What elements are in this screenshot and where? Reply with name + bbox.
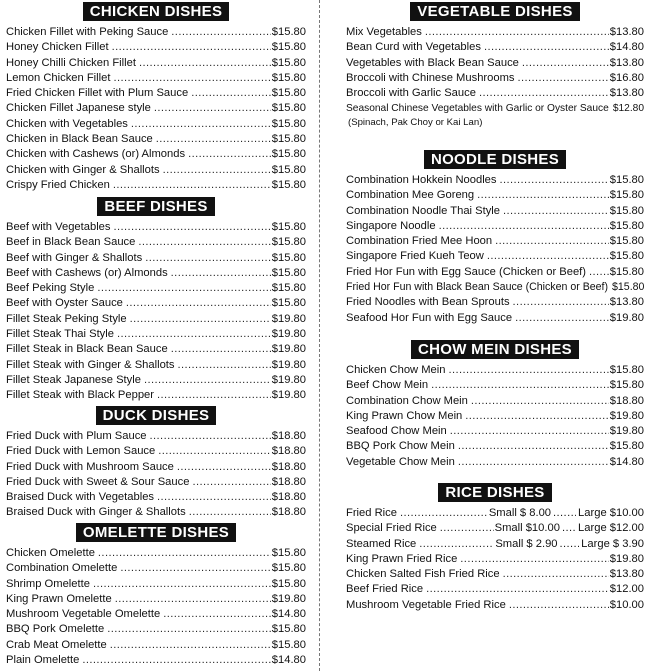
item-name: Seasonal Chinese Vegetables with Garlic or Oyster Sauce	[346, 103, 609, 115]
item-price: $19.80	[609, 552, 644, 565]
dot-leader	[97, 281, 270, 296]
dot-leader	[460, 552, 608, 567]
item-name: King Prawn Chow Mein	[346, 409, 463, 422]
item-name: Fried Duck with Plum Sauce	[6, 430, 147, 442]
vegetable-note: (Spinach, Pak Choy or Kai Lan)	[348, 116, 483, 128]
menu-item	[6, 163, 306, 178]
menu-item	[6, 607, 306, 622]
dot-leader	[426, 582, 609, 597]
menu-item	[346, 219, 644, 234]
duck-heading: DUCK DISHES	[96, 406, 217, 425]
menu-item	[6, 638, 306, 653]
item-price: $15.80	[271, 577, 306, 590]
item-price: $15.80	[609, 219, 644, 232]
item-name: Fillet Steak Peking Style	[6, 312, 127, 325]
menu-item	[6, 251, 306, 266]
item-name: Broccoli with Garlic Sauce	[346, 87, 476, 100]
dot-leader	[518, 71, 609, 86]
item-name: Seafood Hor Fun with Egg Sauce	[346, 311, 513, 324]
item-name: Shrimp Omelette	[6, 577, 90, 590]
item-name: Fried Rice	[346, 507, 397, 519]
item-name: Chicken Chow Mein	[346, 364, 446, 376]
item-name: Fillet Steak with Ginger & Shallots	[6, 358, 175, 371]
item-name: Combination Mee Goreng	[346, 189, 475, 202]
dot-leader	[157, 388, 271, 403]
dot-leader	[114, 220, 271, 235]
menu-item	[6, 312, 306, 327]
item-price: $10.00	[609, 598, 644, 611]
item-price: $15.80	[609, 364, 644, 376]
menu-item	[6, 296, 306, 311]
dot-leader	[139, 56, 271, 71]
dot-leader	[440, 521, 494, 536]
menu-item	[6, 132, 306, 147]
dot-leader	[192, 475, 270, 490]
item-price: $15.80	[609, 250, 644, 263]
rice-sized-list	[346, 506, 644, 552]
small-price: Small $10.00	[494, 522, 560, 535]
dot-leader	[131, 117, 271, 132]
chicken-heading: CHICKEN DISHES	[83, 2, 230, 21]
menu-item	[6, 117, 306, 132]
dot-leader	[120, 561, 270, 576]
dot-leader	[503, 204, 609, 219]
menu-item	[6, 460, 306, 475]
small-price: Small $ 8.00	[488, 507, 552, 519]
dot-leader	[450, 424, 609, 439]
dot-leader	[126, 296, 271, 311]
item-name: Braised Duck with Ginger & Shallots	[6, 506, 186, 519]
item-name: Combination Hokkein Noodles	[346, 174, 497, 186]
item-name: Beef with Cashews (or) Almonds	[6, 266, 168, 279]
item-price: $15.80	[609, 174, 644, 186]
item-name: Combination Omelette	[6, 562, 118, 575]
item-name: Fried Duck with Lemon Sauce	[6, 445, 156, 458]
menu-item	[346, 40, 644, 55]
item-name: Chicken Omelette	[6, 547, 95, 559]
item-name: Fried Duck with Mushroom Sauce	[6, 460, 174, 473]
menu-item	[6, 327, 306, 342]
dot-leader	[157, 490, 271, 505]
dot-leader	[431, 378, 609, 393]
large-price: Large $12.00	[578, 522, 644, 535]
dot-leader	[112, 40, 271, 55]
item-price: $19.80	[609, 311, 644, 324]
item-price: $19.80	[271, 312, 306, 325]
menu-item	[346, 173, 644, 188]
item-name: Singapore Fried Kueh Teow	[346, 250, 484, 263]
beef-section	[6, 197, 306, 404]
beef-heading: BEEF DISHES	[97, 197, 214, 216]
item-name: Fried Duck with Sweet & Sour Sauce	[6, 475, 190, 488]
rice-size-item	[346, 521, 644, 536]
menu-item	[6, 373, 306, 388]
menu-item	[6, 281, 306, 296]
dot-leader	[589, 265, 609, 280]
item-name: Fillet Steak with Black Pepper	[6, 389, 154, 402]
dot-leader	[110, 638, 271, 653]
menu-item	[6, 101, 306, 116]
dot-leader	[115, 592, 271, 607]
rice-heading: RICE DISHES	[438, 483, 551, 502]
menu-item	[346, 249, 644, 264]
item-name: Chicken with Cashews (or) Almonds	[6, 148, 186, 161]
menu-item	[346, 280, 644, 295]
item-price: $15.80	[271, 562, 306, 575]
menu-item	[346, 582, 644, 597]
dot-leader	[163, 163, 271, 178]
item-price: $19.80	[609, 409, 644, 422]
item-name: Combination Chow Mein	[346, 394, 468, 407]
menu-item	[346, 552, 644, 567]
dot-leader	[495, 234, 609, 249]
item-price: $13.80	[609, 87, 644, 100]
item-price: $18.80	[271, 460, 306, 473]
item-price: $13.80	[609, 568, 644, 581]
dot-leader	[562, 521, 576, 536]
item-name: Steamed Rice	[346, 537, 417, 550]
dot-leader	[93, 577, 271, 592]
duck-list	[6, 429, 306, 521]
menu-item	[6, 86, 306, 101]
menu-item	[346, 409, 644, 424]
omelette-heading: OMELETTE DISHES	[76, 523, 236, 542]
menu-item	[346, 265, 644, 280]
dot-leader	[487, 249, 609, 264]
item-price: $19.80	[271, 328, 306, 341]
item-name: Beef in Black Bean Sauce	[6, 236, 136, 249]
item-name: Mushroom Vegetable Omelette	[6, 608, 161, 621]
item-price: $15.80	[609, 204, 644, 217]
item-name: Fried Hor Fun with Black Bean Sauce (Chicken or Beef)	[346, 281, 609, 294]
dot-leader	[117, 327, 271, 342]
menu-item	[346, 311, 644, 326]
dot-leader	[439, 219, 609, 234]
item-price: $13.80	[609, 296, 644, 309]
item-name: Chicken Fillet Japanese style	[6, 102, 151, 115]
menu-item	[346, 188, 644, 203]
dot-leader	[503, 567, 609, 582]
item-name: Chicken Salted Fish Fried Rice	[346, 568, 500, 581]
dot-leader	[484, 40, 609, 55]
omelette-section	[6, 523, 306, 668]
item-name: Fried Noodles with Bean Sprouts	[346, 296, 510, 309]
item-name: Beef with Vegetables	[6, 221, 111, 233]
menu-item	[346, 394, 644, 409]
item-price: $15.80	[271, 178, 306, 191]
dot-leader	[154, 101, 271, 116]
menu-item	[6, 653, 306, 668]
dot-leader	[522, 56, 609, 71]
menu-item	[6, 358, 306, 373]
item-price: $18.80	[609, 394, 644, 407]
dot-leader	[500, 173, 609, 188]
item-price: $15.80	[271, 87, 306, 100]
item-price: $16.80	[609, 71, 644, 84]
dot-leader	[471, 394, 609, 409]
dot-leader	[400, 506, 488, 521]
column-divider	[319, 0, 320, 671]
item-price: $15.80	[271, 266, 306, 279]
item-name: Mushroom Vegetable Fried Rice	[346, 598, 506, 611]
item-price: $15.80	[271, 251, 306, 264]
item-price: $14.80	[271, 654, 306, 667]
item-name: Mix Vegetables	[346, 26, 422, 38]
dot-leader	[177, 460, 271, 475]
item-name: Fillet Steak Thai Style	[6, 328, 114, 341]
beef-list	[6, 220, 306, 404]
dot-leader	[458, 439, 609, 454]
menu-item	[6, 505, 306, 520]
dot-leader	[189, 505, 271, 520]
item-price: $15.80	[609, 265, 644, 278]
dot-leader	[98, 546, 271, 561]
menu-item	[346, 86, 644, 101]
dot-leader	[171, 342, 271, 357]
large-price: Large $ 3.90	[581, 537, 644, 550]
dot-leader	[477, 188, 609, 203]
menu-item	[6, 429, 306, 444]
menu-item	[6, 71, 306, 86]
vegetable-section	[346, 2, 644, 129]
dot-leader	[156, 132, 271, 147]
item-name: Crispy Fried Chicken	[6, 178, 110, 191]
item-price: $18.80	[271, 506, 306, 519]
item-price: $15.80	[271, 117, 306, 130]
menu-item	[346, 101, 644, 116]
item-name: Fried Hor Fun with Egg Sauce (Chicken or Beef)	[346, 265, 587, 278]
item-name: Beef with Oyster Sauce	[6, 297, 123, 310]
item-name: Special Fried Rice	[346, 522, 437, 535]
dot-leader	[509, 598, 609, 613]
dot-leader	[82, 653, 270, 668]
item-name: King Prawn Omelette	[6, 592, 112, 605]
dot-leader	[145, 251, 271, 266]
item-name: Beef Peking Style	[6, 282, 95, 295]
dot-leader	[113, 71, 270, 86]
item-name: Chicken in Black Bean Sauce	[6, 133, 153, 146]
item-name: Honey Chilli Chicken Fillet	[6, 56, 136, 69]
dot-leader	[449, 363, 609, 378]
rice-list	[346, 552, 644, 613]
noodle-list	[346, 173, 644, 326]
item-price: $13.80	[609, 26, 644, 38]
menu-item	[346, 295, 644, 310]
menu-item	[346, 378, 644, 393]
item-price: $15.80	[271, 163, 306, 176]
large-price: Large $10.00	[578, 507, 644, 519]
rice-section	[346, 483, 644, 613]
item-name: Honey Chicken Fillet	[6, 41, 109, 54]
item-name: Beef with Ginger & Shallots	[6, 251, 143, 264]
noodle-section	[346, 150, 644, 326]
item-name: Chicken with Ginger & Shallots	[6, 163, 160, 176]
item-name: Fillet Steak Japanese Style	[6, 373, 141, 386]
menu-item	[346, 424, 644, 439]
rice-size-item	[346, 506, 644, 521]
dot-leader	[178, 358, 271, 373]
item-name: Vegetable Chow Mein	[346, 455, 455, 468]
item-price: $13.80	[609, 56, 644, 69]
item-name: Beef Chow Mein	[346, 379, 429, 392]
menu-item	[6, 342, 306, 357]
item-price: $15.80	[271, 623, 306, 636]
dot-leader	[458, 455, 609, 470]
small-price: Small $ 2.90	[495, 537, 558, 550]
item-price: $18.80	[271, 445, 306, 458]
menu-item	[6, 475, 306, 490]
item-price: $12.00	[609, 583, 644, 596]
item-price: $15.80	[271, 26, 306, 38]
menu-item	[6, 444, 306, 459]
menu-item	[346, 234, 644, 249]
item-price: $19.80	[271, 358, 306, 371]
duck-section	[6, 406, 306, 521]
item-name: Bean Curd with Vegetables	[346, 41, 481, 54]
item-price: $19.80	[271, 592, 306, 605]
dot-leader	[419, 537, 494, 552]
item-price: $19.80	[609, 425, 644, 438]
dot-leader	[171, 266, 271, 281]
menu-item	[6, 546, 306, 561]
item-name: Broccoli with Chinese Mushrooms	[346, 71, 515, 84]
item-price: $15.80	[609, 379, 644, 392]
dot-leader	[171, 25, 270, 40]
item-name: Seafood Chow Mein	[346, 425, 447, 438]
dot-leader	[191, 86, 271, 101]
menu-item	[6, 592, 306, 607]
chowmein-list	[346, 363, 644, 470]
menu-item	[346, 567, 644, 582]
dot-leader	[163, 607, 271, 622]
menu-item	[6, 388, 306, 403]
item-name: Braised Duck with Vegetables	[6, 491, 155, 504]
dot-leader	[107, 622, 271, 637]
item-price: $19.80	[271, 389, 306, 402]
item-price: $15.80	[271, 133, 306, 146]
item-price: $15.80	[271, 221, 306, 233]
item-price: $15.80	[609, 189, 644, 202]
menu-item	[346, 598, 644, 613]
item-name: Lemon Chicken Fillet	[6, 71, 111, 84]
item-price: $15.80	[271, 102, 306, 115]
dot-leader	[144, 373, 271, 388]
item-price: $12.80	[612, 103, 644, 115]
item-name: Combination Noodle Thai Style	[346, 204, 501, 217]
item-name: Beef Fried Rice	[346, 583, 424, 596]
item-name: Plain Omelette	[6, 654, 80, 667]
menu-item	[346, 439, 644, 454]
chowmein-section	[346, 340, 644, 470]
item-price: $15.80	[271, 638, 306, 651]
item-price: $18.80	[271, 475, 306, 488]
menu-item	[6, 178, 306, 193]
item-name: Chicken with Vegetables	[6, 117, 128, 130]
item-name: Fried Chicken Fillet with Plum Sauce	[6, 87, 189, 100]
dot-leader	[188, 147, 271, 162]
dot-leader	[513, 295, 609, 310]
menu-item	[346, 71, 644, 86]
item-name: Vegetables with Black Bean Sauce	[346, 56, 519, 69]
menu-item	[346, 56, 644, 71]
item-name: Combination Fried Mee Hoon	[346, 235, 493, 248]
menu-item	[346, 204, 644, 219]
item-name: BBQ Pork Omelette	[6, 623, 105, 636]
item-price: $15.80	[271, 41, 306, 54]
menu-item	[346, 363, 644, 378]
dot-leader	[560, 537, 580, 552]
menu-item	[6, 147, 306, 162]
dot-leader	[553, 506, 576, 521]
item-name: Singapore Noodle	[346, 219, 436, 232]
menu-item	[6, 25, 306, 40]
dot-leader	[425, 25, 609, 40]
item-price: $19.80	[271, 343, 306, 356]
rice-size-item	[346, 537, 644, 552]
item-price: $18.80	[271, 430, 306, 442]
menu-item	[6, 622, 306, 637]
item-name: Chicken Fillet with Peking Sauce	[6, 26, 169, 38]
item-price: $15.80	[271, 547, 306, 559]
dot-leader	[479, 86, 609, 101]
item-price: $15.80	[609, 440, 644, 453]
item-price: $15.80	[271, 282, 306, 295]
dot-leader	[515, 311, 609, 326]
menu-item	[6, 561, 306, 576]
menu-item	[6, 40, 306, 55]
item-price: $15.80	[609, 235, 644, 248]
dot-leader	[158, 444, 271, 459]
chowmein-heading: CHOW MEIN DISHES	[411, 340, 579, 359]
item-price: $18.80	[271, 491, 306, 504]
item-name: Crab Meat Omelette	[6, 638, 107, 651]
menu-item	[6, 56, 306, 71]
item-price: $15.80	[271, 56, 306, 69]
dot-leader	[138, 235, 270, 250]
omelette-list	[6, 546, 306, 668]
menu-item	[6, 235, 306, 250]
menu-item	[6, 220, 306, 235]
item-name: Fillet Steak in Black Bean Sauce	[6, 343, 168, 356]
vegetable-list	[346, 25, 644, 117]
item-price: $15.80	[271, 236, 306, 249]
dot-leader	[465, 409, 609, 424]
item-name: King Prawn Fried Rice	[346, 552, 458, 565]
dot-leader	[113, 178, 271, 193]
item-price: $19.80	[271, 373, 306, 386]
item-price: $15.80	[271, 148, 306, 161]
item-price: $14.80	[609, 41, 644, 54]
vegetable-heading: VEGETABLE DISHES	[410, 2, 579, 21]
chicken-list	[6, 25, 306, 193]
item-price: $14.80	[271, 608, 306, 621]
noodle-heading: NOODLE DISHES	[424, 150, 566, 169]
menu-item	[346, 455, 644, 470]
menu-item	[6, 490, 306, 505]
item-price: $15.80	[612, 281, 645, 294]
menu-item	[346, 25, 644, 40]
dot-leader	[130, 312, 271, 327]
item-price: $14.80	[609, 455, 644, 468]
item-price: $15.80	[271, 71, 306, 84]
dot-leader	[150, 429, 271, 444]
item-name: BBQ Pork Chow Mein	[346, 440, 455, 453]
menu-item	[6, 266, 306, 281]
chicken-section	[6, 2, 306, 193]
menu-item	[6, 577, 306, 592]
item-price: $15.80	[271, 297, 306, 310]
